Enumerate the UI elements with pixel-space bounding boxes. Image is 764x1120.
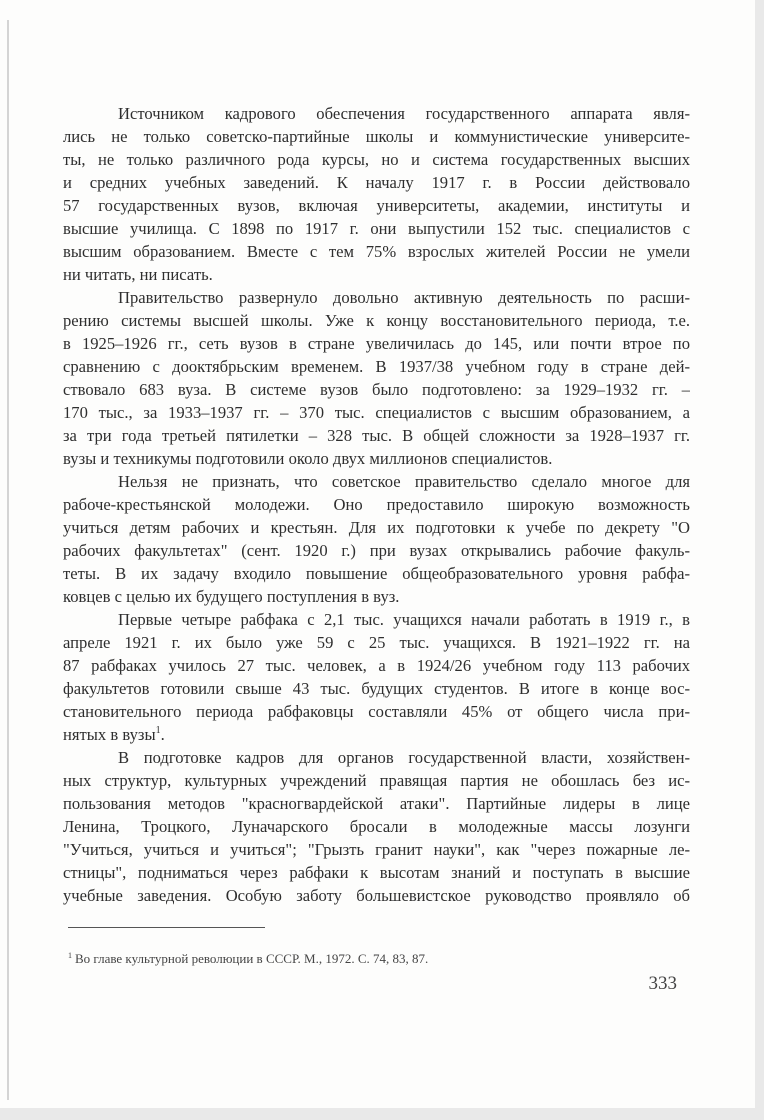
body-text: [63, 102, 690, 907]
text-line: в 1925–1926 гг., сеть вузов в стране увеличилась до 145, или почти втрое по: [63, 334, 690, 353]
text-line: "Учиться, учиться и учиться"; "Грызть гранит науки", как "через пожарные ле-: [63, 840, 690, 859]
footnote-number: 1: [68, 951, 72, 960]
text-line: учебные заведения. Особую заботу большевистское руководство проявляло об: [63, 886, 690, 905]
page-number: 333: [648, 973, 677, 994]
text-line: В подготовке кадров для органов государственной власти, хозяйствен-: [118, 748, 690, 767]
text-line: апреле 1921 г. их было уже 59 с 25 тыс. учащихся. В 1921–1922 гг. на: [63, 633, 690, 652]
text-line: ты, не только различного рода курсы, но и система государственных высших: [63, 150, 690, 169]
text-line: 87 рабфаках училось 27 тыс. человек, а в 1924/26 учебном году 113 рабочих: [63, 656, 690, 675]
text-line: рению системы высшей школы. Уже к концу восстановительного периода, т.е.: [63, 311, 690, 330]
text-line: вузы и техникумы подготовили около двух миллионов специалистов.: [63, 449, 553, 468]
paragraph: [63, 608, 690, 746]
footnote-divider: [68, 927, 265, 928]
text-line: Нельзя не признать, что советское правительство сделало многое для: [118, 472, 690, 491]
paragraph: [63, 286, 690, 470]
text-line: учиться детям рабочих и крестьян. Для их подготовки к учебе по декрету "О: [63, 518, 690, 537]
text-line: высшие училища. С 1898 по 1917 г. они выпустили 152 тыс. специалистов с: [63, 219, 690, 238]
text-line: высшим образованием. Вместе с тем 75% взрослых жителей России не умели: [63, 242, 690, 261]
text-line: ковцев с целью их будущего поступления в вуз.: [63, 587, 400, 606]
footnote: [68, 951, 428, 967]
text-line: теты. В их задачу входило повышение общеобразовательного уровня рабфа-: [63, 564, 690, 583]
paragraph: [63, 102, 690, 286]
footnote-text: Во главе культурной революции в СССР. М., 1972. С. 74, 83, 87.: [75, 951, 429, 966]
text-line: Ленина, Троцкого, Луначарского бросали в молодежные массы лозунги: [63, 817, 690, 836]
text-line: лись не только советско-партийные школы и коммунистические университе-: [63, 127, 690, 146]
text-line: 57 государственных вузов, включая университеты, академии, институты и: [63, 196, 690, 215]
text-line: Источником кадрового обеспечения государственного аппарата явля-: [118, 104, 690, 123]
text-line: становительного периода рабфаковцы составляли 45% от общего числа при-: [63, 702, 690, 721]
text-line: Правительство развернуло довольно активную деятельность по расши-: [118, 288, 690, 307]
text-line: факультетов готовили свыше 43 тыс. будущих студентов. В итоге в конце вос-: [63, 679, 690, 698]
text-line: ствовало 683 вуза. В системе вузов было подготовлено: за 1929–1932 гг. –: [63, 380, 690, 399]
text-line: сравнению с дооктябрьским временем. В 1937/38 учебном году в стране дей-: [63, 357, 690, 376]
text-line: 170 тыс., за 1933–1937 гг. – 370 тыс. специалистов с высшим образованием, а: [63, 403, 690, 422]
text-line: Первые четыре рабфака с 2,1 тыс. учащихся начали работать в 1919 г., в: [118, 610, 690, 629]
paragraph: [63, 470, 690, 608]
text-line: ни читать, ни писать.: [63, 265, 213, 284]
scan-edge: [7, 20, 9, 1100]
text-line: и средних учебных заведений. К началу 1917 г. в России действовало: [63, 173, 690, 192]
text-line: рабоче-крестьянской молодежи. Оно предоставило широкую возможность: [63, 495, 690, 514]
footnote-reference[interactable]: 1: [155, 725, 161, 736]
text-fragment: нятых в вузы: [63, 725, 156, 744]
text-line: рабочих факультетах" (сент. 1920 г.) при вузах открывались рабочие факуль-: [63, 541, 690, 560]
text-line: ных структур, культурных учреждений правящая партия не обошлась без ис-: [63, 771, 690, 790]
text-line: стницы", подниматься через рабфаки к высотам знаний и поступать в высшие: [63, 863, 690, 882]
text-line: [63, 723, 690, 746]
paragraph: [63, 746, 690, 907]
text-line: пользования методов "красногвардейской атаки". Партийные лидеры в лице: [63, 794, 690, 813]
text-line: за три года третьей пятилетки – 328 тыс. В общей сложности за 1928–1937 гг.: [63, 426, 690, 445]
text-fragment: .: [160, 725, 165, 744]
